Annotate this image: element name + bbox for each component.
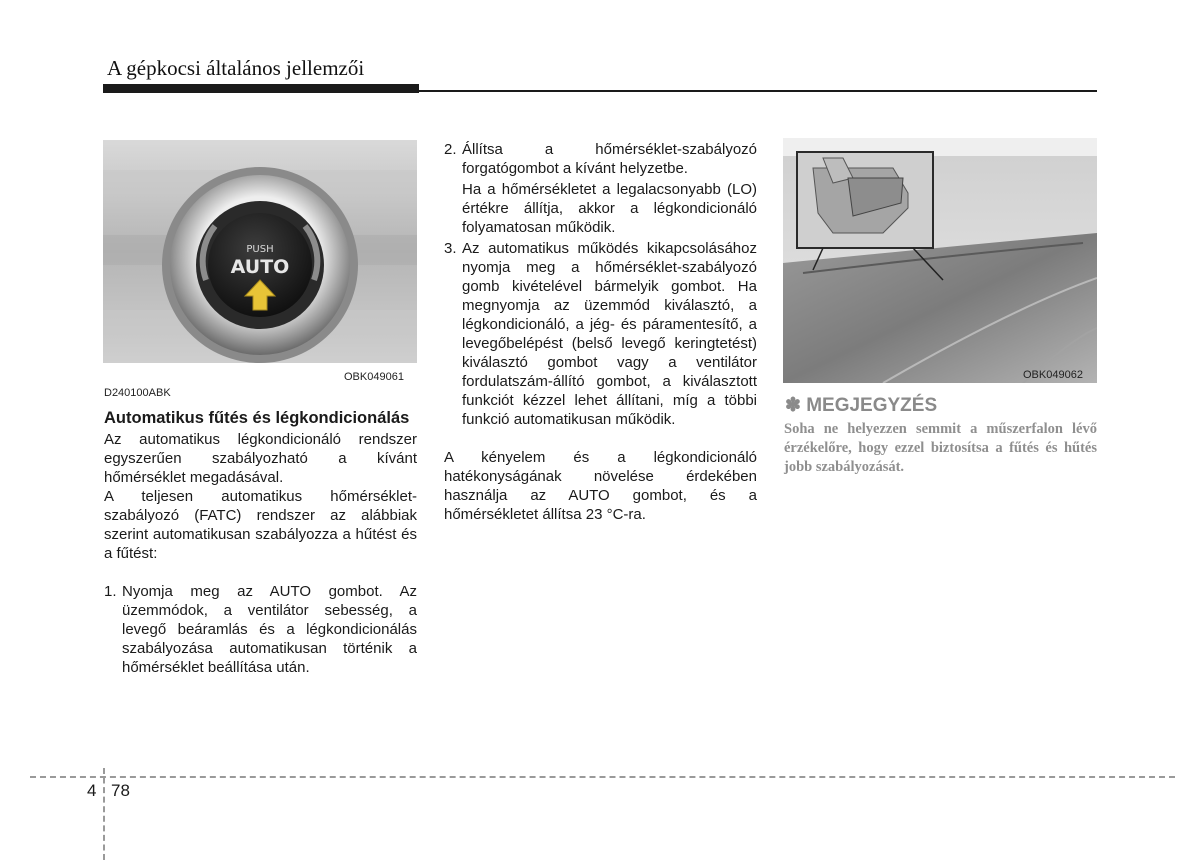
button-auto-label: AUTO (230, 256, 290, 278)
figure-dashboard-sensor (783, 138, 1097, 383)
auto-button-illustration (103, 140, 417, 363)
header-rule-thin (419, 90, 1097, 92)
list-number: 2. (444, 141, 457, 158)
note-title: ✽ MEGJEGYZÉS (785, 395, 938, 416)
footer-divider (30, 776, 1175, 778)
list-subparagraph: Ha a hőmérsékletet a legalacsonyabb (LO) értékre állítja, akkor a légkondicionáló folyamatosan működik. (462, 181, 757, 236)
list-text: Állítsa a hőmérséklet-szabályozó forgatógombot a kívánt helyzetbe. (462, 141, 757, 177)
figure-caption-code: D240100ABK (104, 387, 171, 399)
button-push-label: PUSH (246, 244, 274, 255)
list-text: Az automatikus működés kikapcsolásához nyomja meg a hőmérséklet-szabályozó gomb kivételével bármelyik gombot. Ha megnyomja az üzemmód kiválasztó, a légkondicionáló, a jég- és páramentesítő, a levegőbelépést (belső levegő keringtetést) kiválasztó gombot vagy a ventilátor fordulatszám-állító gombot, a kiválasztott funkciót kézzel lehet állítani, míg a többi funkció automatikusan működik. (462, 240, 757, 428)
list-number: 1. (104, 583, 117, 600)
figure-caption-ref: OBK049062 (1023, 369, 1083, 381)
paragraph: Az automatikus légkondicionáló rendszer egyszerűen szabályozható a kívánt hőmérséklet megadásával. (104, 431, 417, 486)
left-column (104, 409, 417, 677)
figure-caption-ref: OBK049061 (344, 371, 404, 383)
page-number: 78 (111, 781, 130, 800)
chapter-number: 4 (87, 781, 97, 800)
middle-column (444, 140, 757, 524)
dashboard-sensor-illustration (783, 138, 1097, 383)
list-item (104, 582, 417, 677)
footer-vertical-divider (103, 768, 105, 860)
page-header-title: A gépkocsi általános jellemzői (107, 56, 365, 80)
paragraph: A teljesen automatikus hőmérséklet-szabályozó (FATC) rendszer az alábbiak szerint automatikusan szabályozza a hűtést és a fűtést: (104, 488, 417, 562)
list-number: 3. (444, 240, 457, 257)
header-rule-thick (103, 84, 419, 93)
section-heading: Automatikus fűtés és légkondicionálás (104, 409, 410, 427)
list-text: Nyomja meg az AUTO gombot. Az üzemmódok, a ventilátor sebesség, a levegő beáramlás és a légkondicionálás szabályozása automatikusan történik a hőmérséklet beállítása után. (122, 583, 417, 676)
paragraph: A kényelem és a légkondicionáló hatékonyságának növelése érdekében használja az AUTO gombot, és a hőmérsékletet állítsa 23 °C-ra. (444, 449, 757, 523)
list-item (444, 140, 757, 178)
list-item (444, 239, 757, 429)
note-body: Soha ne helyezzen semmit a műszerfalon lévő érzékelőre, hogy ezzel biztosítsa a fűtés és hűtés jobb szabályozását. (784, 421, 1097, 475)
figure-auto-button (103, 140, 417, 363)
